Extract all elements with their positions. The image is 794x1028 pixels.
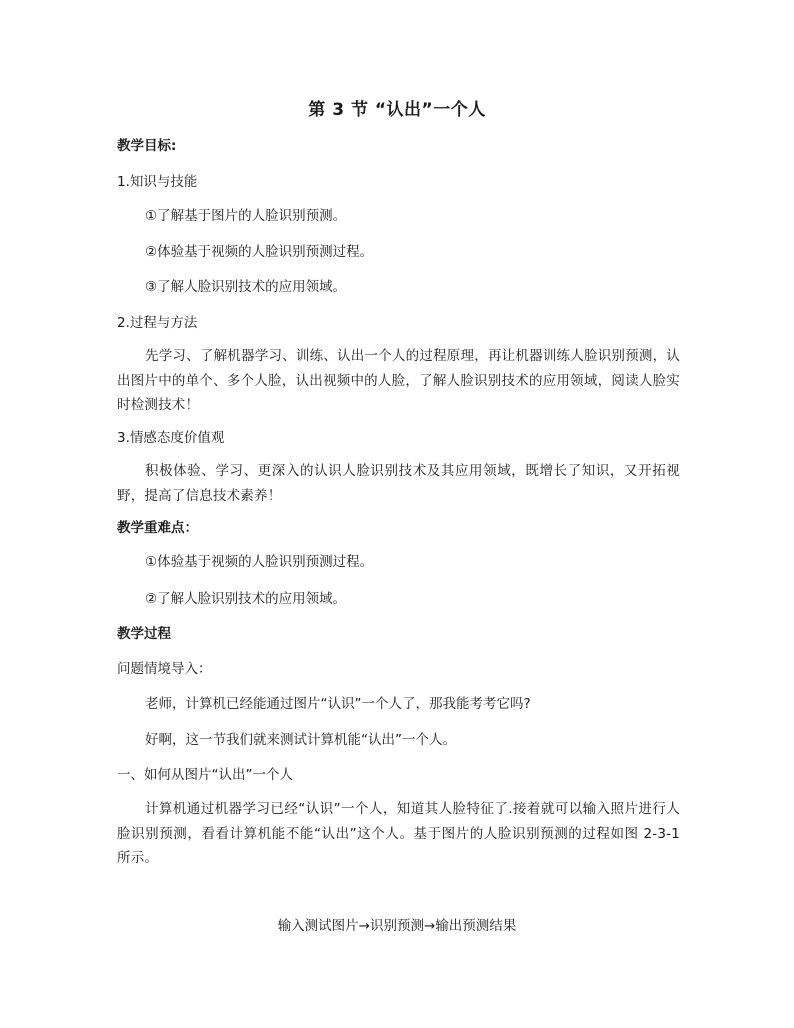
emotion-heading: 3.情感态度价值观 [117, 430, 225, 446]
knowledge-item: ①了解基于图片的人脸识别预测。 [145, 208, 347, 224]
dialog-line: 老师，计算机已经能通过图片“认识”一个人了，那我能考考它吗? [145, 696, 531, 712]
key-points-heading: 教学重难点： [117, 520, 198, 536]
section1-heading: 一、如何从图片“认出”一个人 [117, 767, 293, 783]
page-title: 第 3 节 “认出”一个人 [308, 100, 486, 120]
knowledge-heading: 1.知识与技能 [117, 174, 198, 190]
dialog-line: 好啊，这一节我们就来测试计算机能“认出”一个人。 [145, 732, 456, 748]
emotion-paragraph: 积极体验、学习、更深入的认识人脸识别技术及其应用领域，既增长了知识，又开拓视野，提高了信息技术素养！ [117, 463, 680, 504]
process-heading: 2.过程与方法 [117, 315, 198, 331]
key-point-item: ②了解人脸识别技术的应用领域。 [145, 591, 347, 607]
key-point-item: ①体验基于视频的人脸识别预测过程。 [145, 554, 374, 570]
procedure-heading: 教学过程 [117, 626, 171, 642]
process-paragraph: 先学习、了解机器学习、训练、认出一个人的过程原理，再让机器训练人脸识别预测，认出图片中的单个、多个人脸，认出视频中的人脸，了解人脸识别技术的应用领域，阅读人脸实时检测技术！ [117, 348, 680, 413]
objectives-heading: 教学目标: [117, 138, 177, 154]
intro-label: 问题情境导入： [117, 661, 212, 677]
knowledge-item: ②体验基于视频的人脸识别预测过程。 [145, 244, 374, 260]
section1-paragraph: 计算机通过机器学习已经“认识”一个人，知道其人脸特征了.接着就可以输入照片进行人脸识别预测，看看计算机能不能“认出”这个人。基于图片的人脸识别预测的过程如图 2-3-1 所示。 [117, 801, 680, 866]
flow-caption: 输入测试图片→识别预测→输出预测结果 [277, 918, 517, 934]
knowledge-item: ③了解人脸识别技术的应用领域。 [145, 279, 347, 295]
